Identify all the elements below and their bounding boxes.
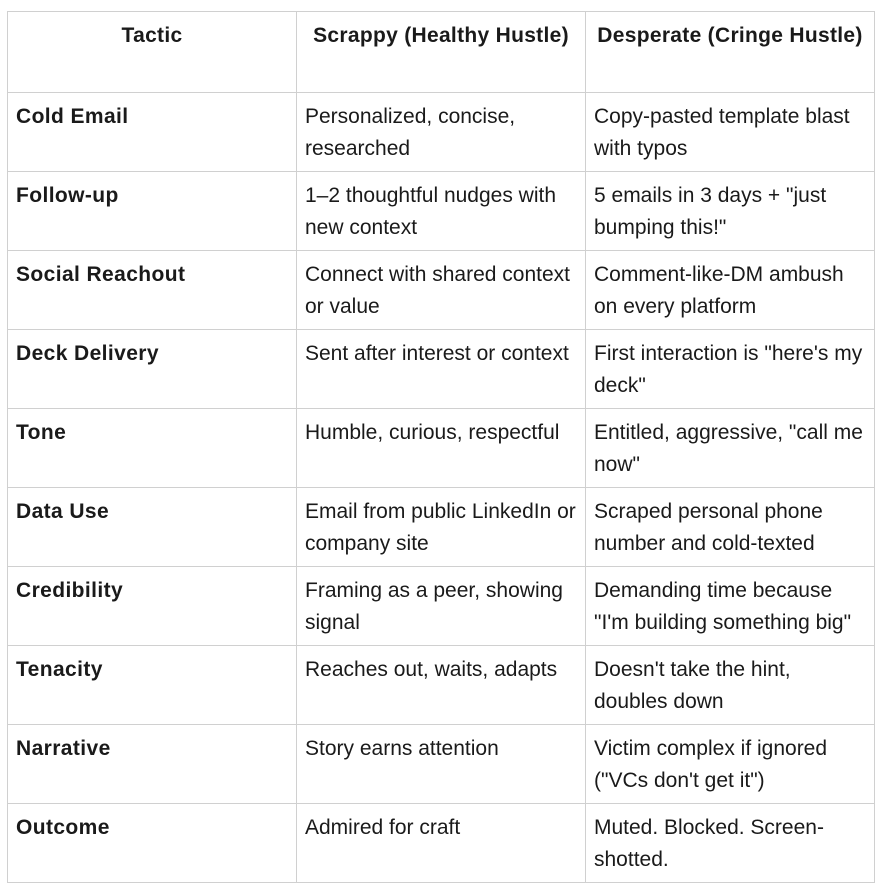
tactic-cell: Data Use [8,488,297,567]
scrappy-cell: Admired for craft [297,804,586,883]
desperate-cell: Copy-pasted template blast with typos [586,93,875,172]
desperate-cell: 5 emails in 3 days + "just bumping this!" [586,172,875,251]
table-row [8,725,875,804]
header-desperate: Desperate (Cringe Hustle) [586,12,875,93]
desperate-cell: First interaction is "here's my deck" [586,330,875,409]
scrappy-cell: Email from public LinkedIn or company site [297,488,586,567]
table-row [8,804,875,883]
tactic-cell: Narrative [8,725,297,804]
tactic-cell: Deck Delivery [8,330,297,409]
tactic-cell: Follow-up [8,172,297,251]
scrappy-cell: Humble, curious, respectful [297,409,586,488]
tactic-cell: Cold Email [8,93,297,172]
desperate-cell: Scraped personal phone number and cold-texted [586,488,875,567]
scrappy-cell: Framing as a peer, showing signal [297,567,586,646]
desperate-cell: Doesn't take the hint, doubles down [586,646,875,725]
table-body [8,93,875,883]
scrappy-cell: Story earns attention [297,725,586,804]
desperate-cell: Entitled, aggressive, "call me now" [586,409,875,488]
tactic-cell: Outcome [8,804,297,883]
table-row [8,251,875,330]
tactic-cell: Tenacity [8,646,297,725]
scrappy-cell: Personalized, concise, researched [297,93,586,172]
header-tactic: Tactic [8,12,297,93]
table-row [8,93,875,172]
desperate-cell: Demanding time because "I'm building something big" [586,567,875,646]
tactic-cell: Credibility [8,567,297,646]
tactics-comparison-table [7,11,875,883]
header-row [8,12,875,93]
table-header [8,12,875,93]
scrappy-cell: 1–2 thoughtful nudges with new context [297,172,586,251]
table-row [8,330,875,409]
desperate-cell: Victim complex if ignored ("VCs don't get it") [586,725,875,804]
table-row [8,646,875,725]
table-row [8,488,875,567]
table-row [8,409,875,488]
header-scrappy: Scrappy (Healthy Hustle) [297,12,586,93]
scrappy-cell: Sent after interest or context [297,330,586,409]
table-row [8,172,875,251]
scrappy-cell: Connect with shared context or value [297,251,586,330]
table-row [8,567,875,646]
scrappy-cell: Reaches out, waits, adapts [297,646,586,725]
desperate-cell: Comment-like-DM ambush on every platform [586,251,875,330]
desperate-cell: Muted. Blocked. Screen-shotted. [586,804,875,883]
tactic-cell: Tone [8,409,297,488]
tactic-cell: Social Reachout [8,251,297,330]
